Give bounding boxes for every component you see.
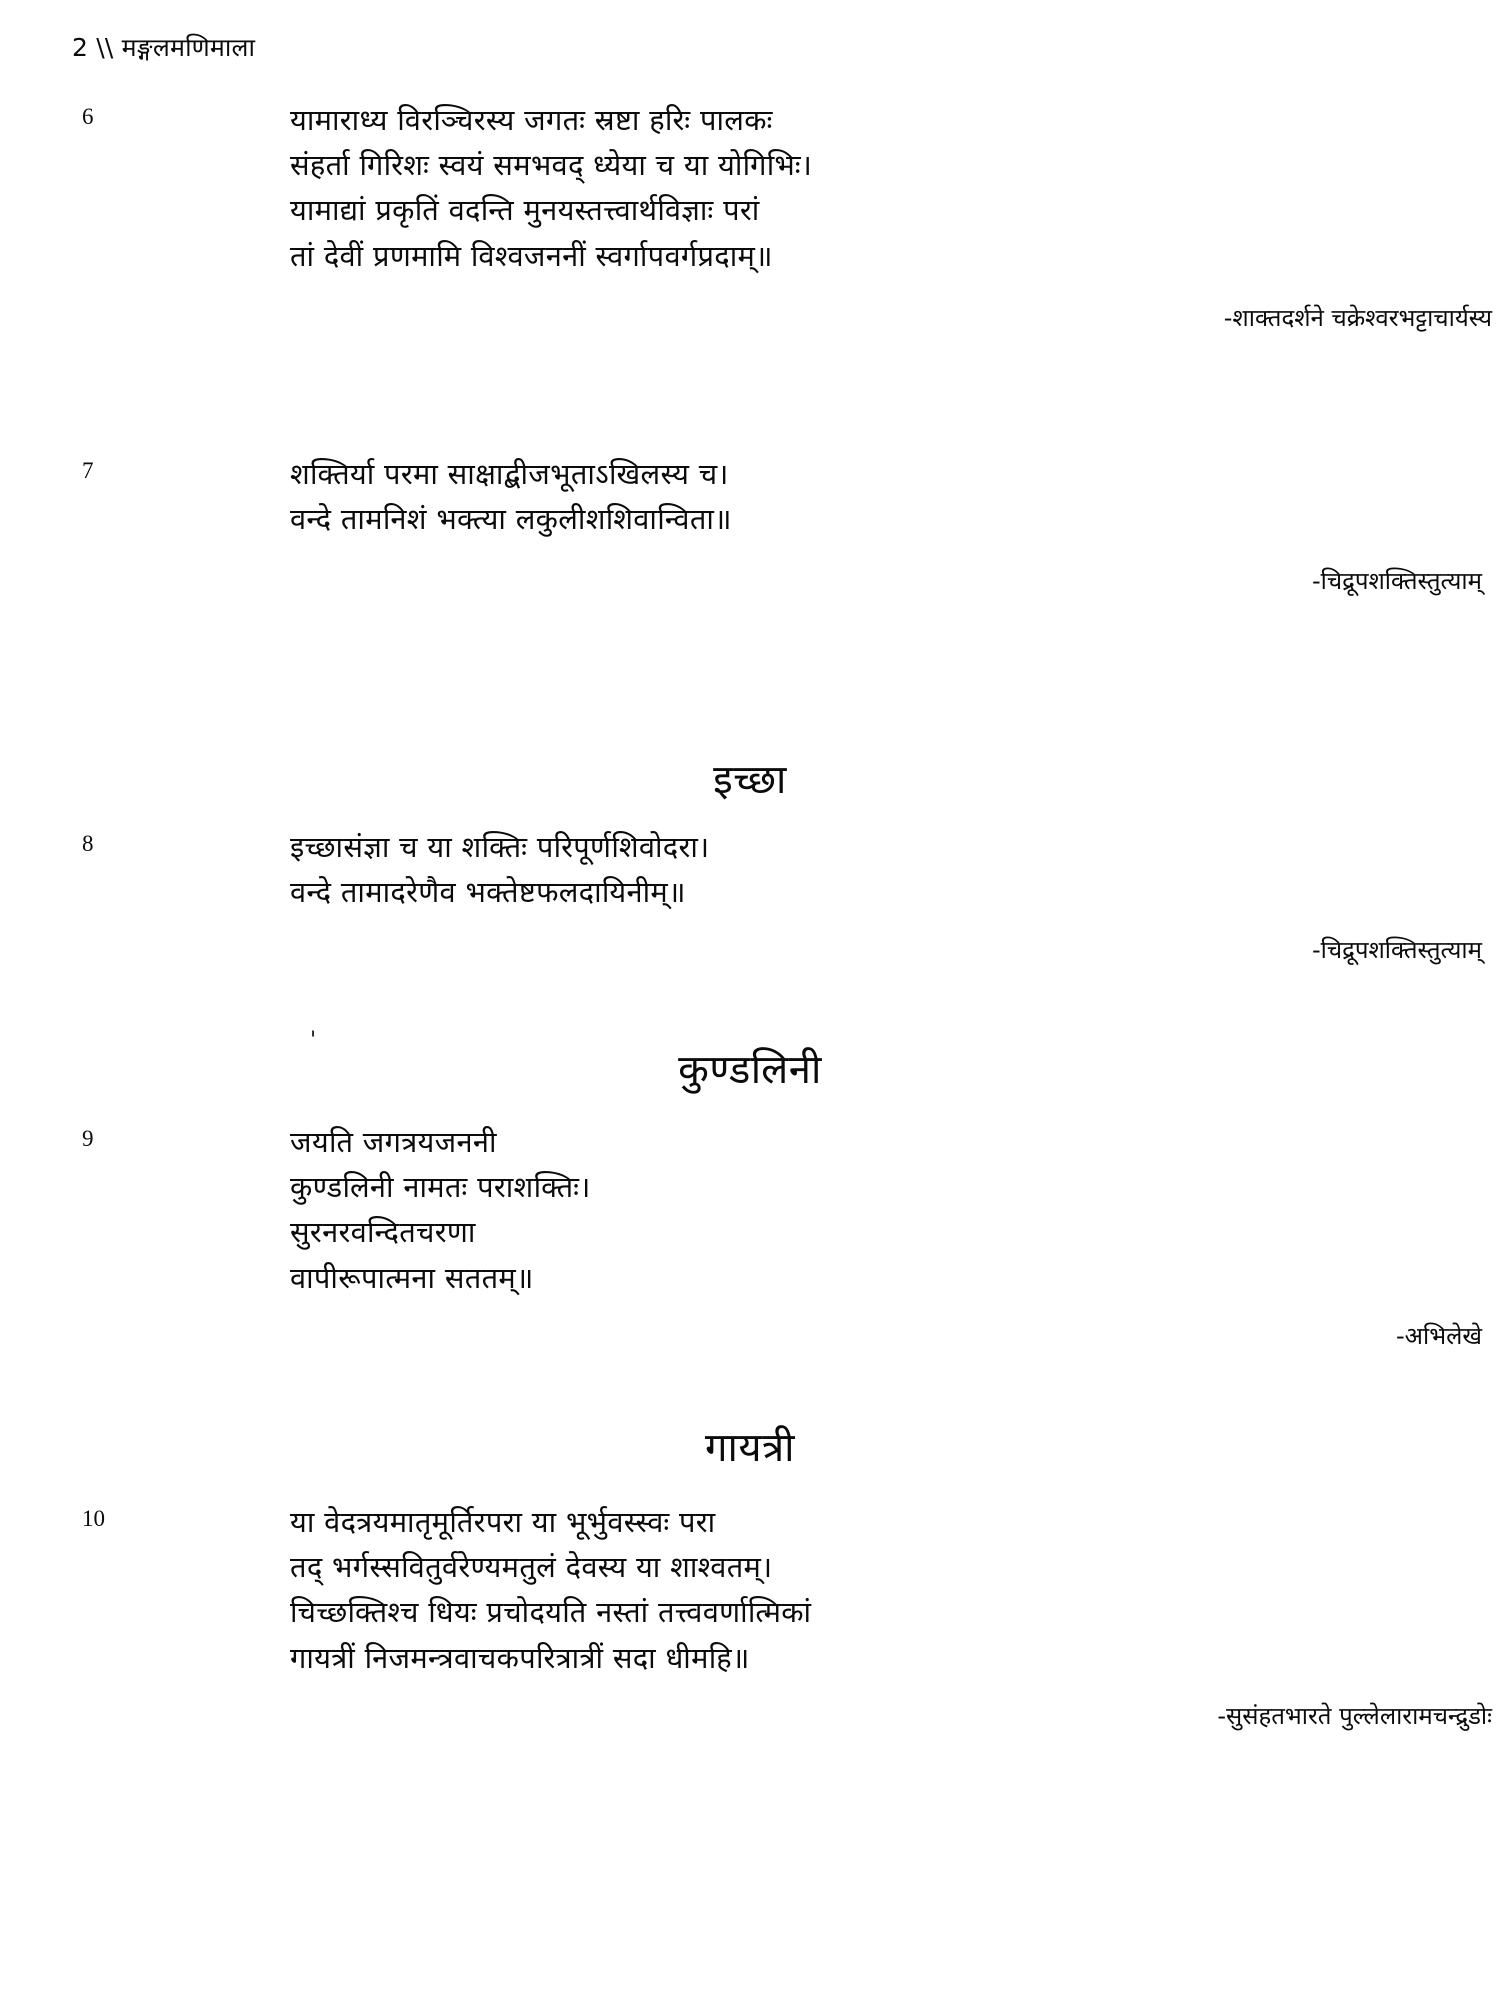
stray-mark: ' [310,1028,317,1053]
verse-attribution: -चिद्रूपशक्तिस्तुत्याम् [1311,936,1482,965]
verse-number: 8 [82,831,94,856]
section-title-kundalini: कुण्डलिनी [678,1047,822,1093]
verse-lines [290,825,1440,915]
verse-attribution: -अभिलेखे [1396,1321,1482,1350]
verse-line: इच्छासंज्ञा च या शक्तिः परिपूर्णशिवोदरा। [290,830,710,864]
verse-lines [290,98,1440,279]
verse-line: गायत्रीं निजमन्त्रवाचकपरित्रात्रीं सदा धीमहि॥ [290,1640,750,1675]
verse-line: वन्दे तामादरेणैव भक्तेष्टफलदायिनीम्॥ [290,875,686,910]
verse-attribution: -सुसंहतभारते पुल्लेलारामचन्द्रुडोः [1217,1701,1492,1730]
verse-lines [290,452,1440,542]
verse-block-10 [0,1500,1500,1732]
verse-line: यामाराध्य विरञ्चिरस्य जगतः स्रष्टा हरिः पालकः [290,103,773,137]
verse-line: तद् भर्गस्सवितुर्वरेण्यमतुलं देवस्य या शाश्वतम्। [290,1550,773,1585]
verse-line: शक्तिर्या परमा साक्षाद्बीजभूताऽखिलस्य च। [290,457,729,491]
verse-number: 7 [82,458,94,483]
verse-line: तां देवीं प्रणमामि विश्वजननीं स्वर्गापवर्गप्रदाम्॥ [290,238,773,273]
verse-block-9 [0,1120,1500,1352]
verse-line: कुण्डलिनी नामतः पराशक्तिः। [290,1170,591,1205]
verse-line: चिच्छक्तिश्च धियः प्रचोदयति नस्तां तत्त्ववर्णात्मिकां [290,1595,812,1630]
verse-block-6 [0,98,1500,334]
verse-attribution: -चिद्रूपशक्तिस्तुत्याम् [1311,567,1482,596]
page-header: 2 \\ मङ्गलमणिमाला [72,33,256,62]
verse-line: वन्दे तामनिशं भक्त्या लकुलीशशिवान्विता॥ [290,502,732,537]
verse-line: या वेदत्रयमातृमूर्तिरपरा या भूर्भुवस्स्वः परा [290,1505,716,1539]
verse-line: यामाद्यां प्रकृतिं वदन्ति मुनयस्तत्त्वार्थविज्ञाः परां [290,193,760,228]
verse-number: 10 [82,1506,105,1531]
verse-number: 6 [82,104,94,129]
verse-number: 9 [82,1126,94,1151]
verse-lines [290,1120,1440,1301]
verse-block-7 [0,452,1500,597]
verse-line: जयति जगत्रयजननी [290,1125,497,1159]
verse-attribution: -शाक्तदर्शने चक्रेश्वरभट्टाचार्यस्य [1223,303,1492,332]
section-title-gayatri: गायत्री [704,1425,796,1471]
verse-block-8 [0,825,1500,966]
verse-line: वापीरूपात्मना सततम्॥ [290,1260,534,1295]
verse-line: सुरनरवन्दितचरणा [290,1215,476,1250]
verse-line: संहर्ता गिरिशः स्वयं समभवद् ध्येया च या योगिभिः। [290,148,813,183]
section-title-iccha: इच्छा [713,757,787,803]
verse-lines [290,1500,1440,1681]
